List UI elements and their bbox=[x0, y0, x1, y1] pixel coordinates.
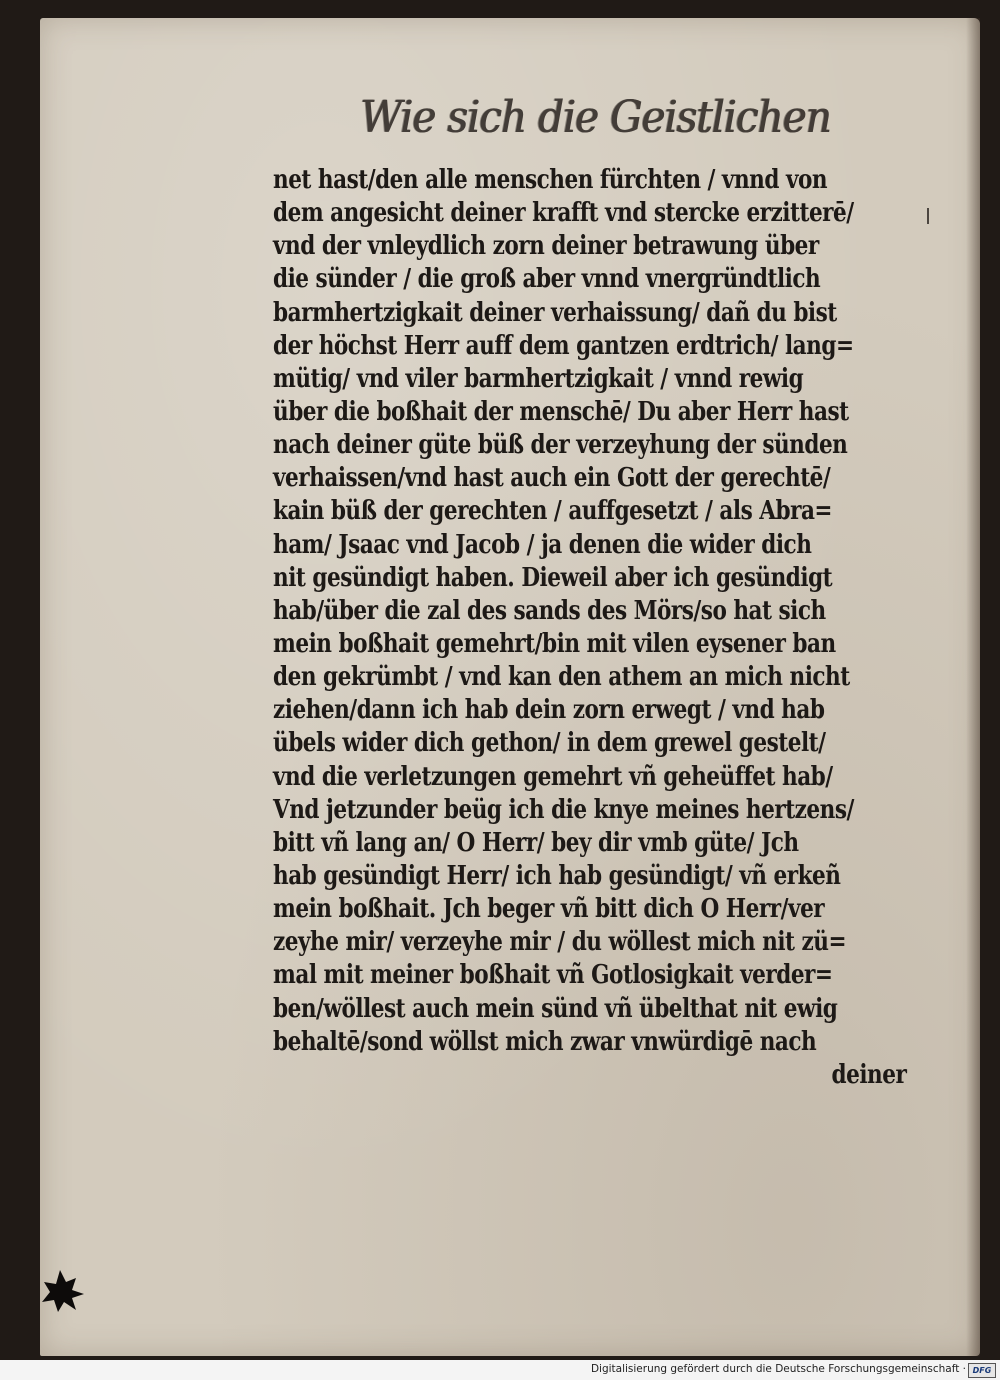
text-line: den gekrümbt / vnd kan den athem an mich nicht bbox=[273, 662, 850, 693]
margin-mark bbox=[927, 208, 929, 224]
main-text-block bbox=[273, 164, 913, 1092]
dfg-logo: DFG bbox=[968, 1363, 996, 1378]
text-line: mein boßhait. Jch beger vñ bitt dich O Herr/ver bbox=[273, 894, 825, 925]
text-line: ziehen/dann ich hab dein zorn erwegt / vnd hab bbox=[273, 695, 825, 726]
text-line: net hast/den alle menschen fürchten / vnnd von bbox=[273, 165, 828, 195]
text-line: der höchst Herr auff dem gantzen erdtrich/ lang= bbox=[273, 330, 854, 361]
text-line: übels wider dich gethon/ in dem grewel gestelt/ bbox=[273, 728, 826, 759]
running-head: Wie sich die Geistlichen bbox=[360, 92, 831, 143]
text-line: hab gesündigt Herr/ ich hab gesündigt/ vñ erkeñ bbox=[273, 860, 841, 891]
text-line: vnd der vnleydlich zorn deiner betrawung über bbox=[273, 231, 819, 262]
text-line: vnd die verletzungen gemehrt vñ geheüffet hab/ bbox=[273, 761, 833, 792]
text-line: behaltē/sond wöllst mich zwar vnwürdigē nach bbox=[273, 1026, 817, 1057]
text-line: nit gesündigt haben. Dieweil aber ich gesündigt bbox=[273, 562, 833, 593]
text-line: barmhertzigkait deiner verhaissung/ dañ du bist bbox=[273, 297, 837, 328]
text-line: die sünder / die groß aber vnnd vnergründtlich bbox=[273, 264, 821, 295]
footer-credit: Digitalisierung gefördert durch die Deutsche Forschungsgemeinschaft · bbox=[590, 1363, 966, 1375]
text-line: zeyhe mir/ verzeyhe mir / du wöllest mich nit zü= bbox=[273, 927, 847, 958]
ink-blot-icon bbox=[40, 1268, 86, 1314]
page-gutter-shadow bbox=[966, 18, 980, 1356]
text-line: dem angesicht deiner krafft vnd stercke erzitterē/ bbox=[273, 198, 854, 229]
text-line: nach deiner güte büß der verzeyhung der sünden bbox=[273, 430, 848, 461]
catchword: deiner bbox=[831, 1059, 907, 1090]
text-line: bitt vñ lang an/ O Herr/ bey dir vmb güte/ Jch bbox=[273, 827, 799, 858]
footer-bar bbox=[0, 1360, 1000, 1380]
text-line: Vnd jetzunder beüg ich die knye meines hertzens/ bbox=[273, 794, 854, 825]
text-line: mütig/ vnd viler barmhertzigkait / vnnd rewig bbox=[273, 363, 804, 394]
text-line: mein boßhait gemehrt/bin mit vilen eysener ban bbox=[273, 628, 836, 659]
text-line: kain büß der gerechten / auffgesetzt / als Abra= bbox=[273, 496, 833, 527]
text-line: verhaissen/vnd hast auch ein Gott der gerechtē/ bbox=[273, 463, 831, 494]
text-line: über die boßhait der menschē/ Du aber Herr hast bbox=[273, 396, 849, 427]
text-line: ben/wöllest auch mein sünd vñ übelthat nit ewig bbox=[273, 993, 838, 1024]
text-line: hab/über die zal des sands des Mörs/so hat sich bbox=[273, 595, 826, 626]
text-line: ham/ Jsaac vnd Jacob / ja denen die wider dich bbox=[273, 529, 812, 560]
text-line: mal mit meiner boßhait vñ Gotlosigkait verder= bbox=[273, 960, 833, 991]
